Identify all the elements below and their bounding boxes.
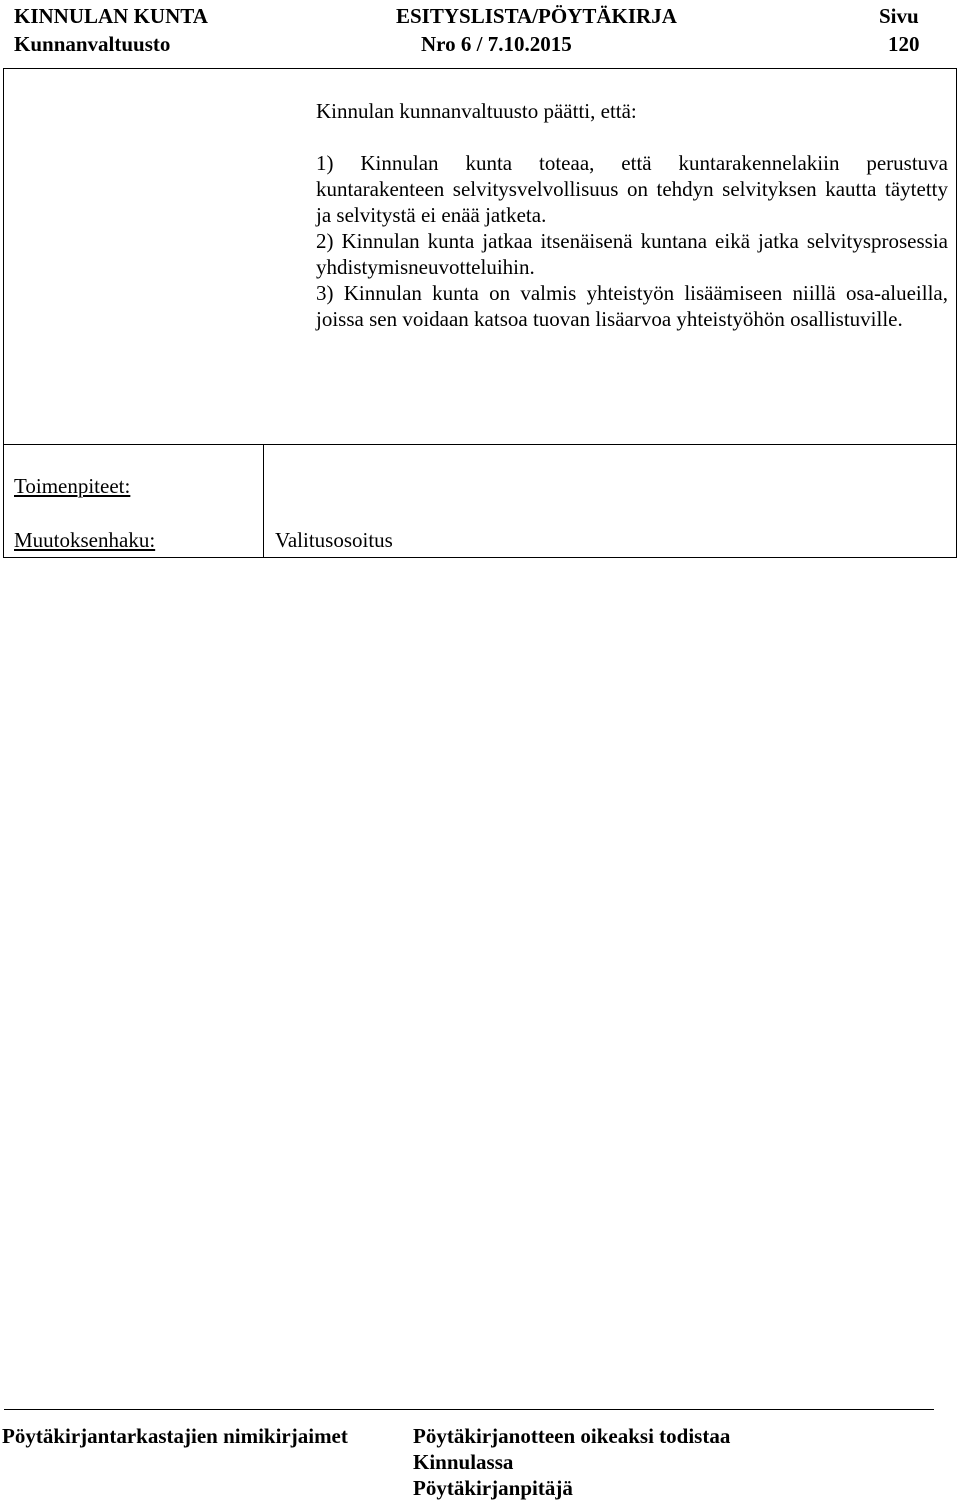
appeal-label: Muutoksenhaku: [14,528,156,552]
decision-item-2: 2) Kinnulan kunta jatkaa itsenäisenä kuntana eikä jatka selvitysprosessia yhdistymisneuvotteluihin. [316,229,948,279]
meeting-number-date: Nro 6 / 7.10.2015 [421,32,572,56]
page-number: 120 [888,32,920,56]
decision-item-1: 1) Kinnulan kunta toteaa, että kuntarakennelakiin perustuva kuntarakenteen selvitysvelvollisuus on tehdyn selvityksen kautta täytetty ja selvitystä ei enää jatketa. [316,151,948,227]
municipality-name: KINNULAN KUNTA [14,4,208,28]
footer-initials-label: Pöytäkirjantarkastajien nimikirjaimet [2,1424,348,1448]
decision-text [316,98,948,332]
page-label: Sivu [879,4,919,28]
footer-secretary: Pöytäkirjanpitäjä [413,1476,573,1500]
header-row-2 [14,31,924,59]
footer-rule [4,1409,934,1410]
table-divider [263,444,264,558]
actions-label: Toimenpiteet: [14,474,131,498]
footer-place: Kinnulassa [413,1450,514,1474]
governing-body: Kunnanvaltuusto [14,32,171,56]
footer-certification: Pöytäkirjanotteen oikeaksi todistaa [413,1424,731,1448]
header-row-1 [14,3,924,31]
decision-intro: Kinnulan kunnanvaltuusto päätti, että: [316,99,637,123]
document-type: ESITYSLISTA/PÖYTÄKIRJA [396,4,677,28]
appeal-value: Valitusosoitus [275,528,393,552]
decision-item-3: 3) Kinnulan kunta on valmis yhteistyön lisäämiseen niillä osa-alueilla, joissa sen voidaan katsoa tuovan lisäarvoa yhteistyöhön osallistuville. [316,281,948,331]
